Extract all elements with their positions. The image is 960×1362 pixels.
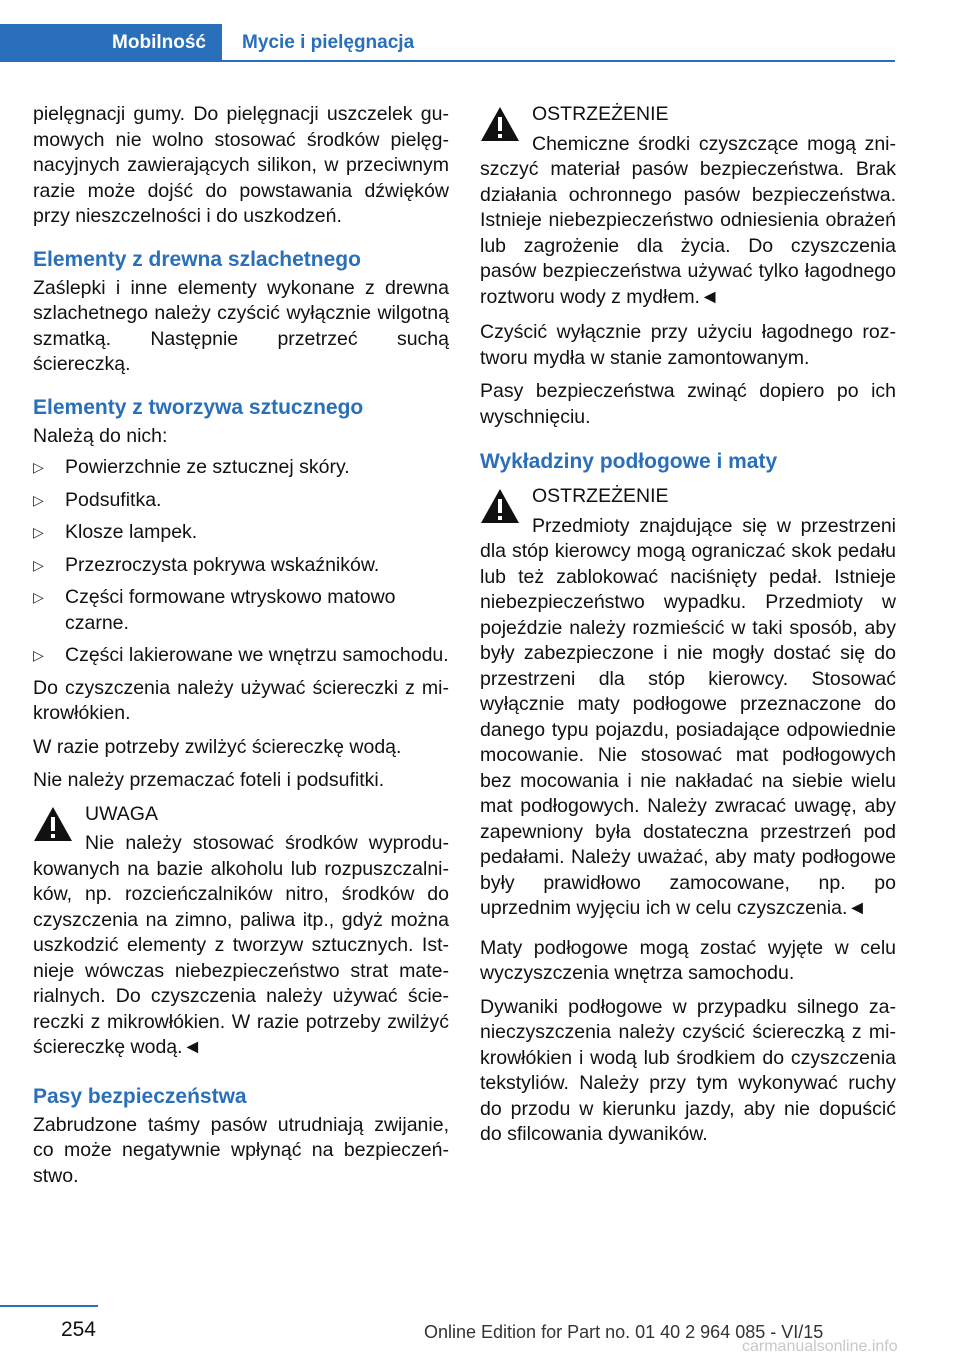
warning-title: OSTRZEŻENIE (532, 485, 669, 507)
right-column (480, 102, 896, 1156)
paragraph: Nie należy przemaczać foteli i podsufitki. (33, 769, 385, 791)
footer-divider (0, 1305, 98, 1307)
bullet-triangle-icon: ▷ (33, 647, 44, 663)
section-heading-pasy: Pasy bezpieczeństwa (33, 1084, 247, 1108)
list-item-text: Powierzchnie ze sztucznej skóry. (65, 456, 350, 478)
list-item-text: Części formowane wtryskowo matowo czarne. (65, 586, 396, 634)
warning-title: OSTRZEŻENIE (532, 103, 669, 125)
paragraph: W razie potrzeby zwilżyć ściereczkę wodą. (33, 735, 402, 758)
section-heading-tworzywo: Elementy z tworzywa sztucznego (33, 395, 364, 419)
list-item-text: Przezroczysta pokrywa wskaźników. (65, 553, 380, 576)
warning-text: Przedmioty znajdujące się w przestrzeni dla stóp kierowcy mogą ograniczać skok pedału lub też zablokować naciśnięty pedał. Istnieje niebezpieczeństwo wypadku. Przedmioty w pojeździe należy rozmieścić w taki sposób, aby były zabezpieczone i nie mogły dostać się do przestrzeni dla stóp kierowcy. Stosować wyłącznie maty podłogowe przeznaczone do danego typu pojazdu, posiadające odpowiednie mocowanie. Nie stosować mat podłogowych bez mocowania i nie nakładać na siebie wielu mat podłogowych. Należy zwracać uwagę, aby zapewniony była dostateczna przestrzeń pod pedałami. Należy uważać, aby maty podłogowe były prawidłowo zamocowane, np. po uprzednim wyjęciu ich w celu czyszczenia.◄ (480, 514, 896, 919)
warning-triangle-icon (33, 806, 73, 842)
list-item (33, 520, 449, 546)
list-item (33, 553, 449, 579)
paragraph: Zaślepki i inne elementy wykonane z drewna szlachetnego należy czyścić wyłącznie wilgotną szmatką. Następnie przetrzeć suchą ściereczką. (33, 276, 449, 375)
paragraph: Zabrudzone taśmy pasów utrudniają zwijanie, co może negatywnie wpłynąć na bezpieczeństwo. (33, 1113, 449, 1187)
watermark: carmanualsonline.info (742, 1338, 898, 1355)
paragraph: Czyścić wyłącznie przy użyciu łagodnego roztworu mydła w stanie zamontowanym. (480, 321, 896, 369)
warning-box (33, 802, 449, 1061)
tab-mobilnosc[interactable]: Mobilność (0, 24, 222, 62)
bullet-triangle-icon: ▷ (33, 459, 44, 475)
header-divider (222, 60, 895, 62)
bullet-triangle-icon: ▷ (33, 589, 44, 605)
bullet-triangle-icon: ▷ (33, 524, 44, 540)
warning-triangle-icon (480, 106, 520, 142)
left-column (33, 102, 449, 1197)
tab-mycie-i-pielegnacja[interactable]: Mycie i pielęgnacja (242, 32, 415, 53)
warning-box (480, 102, 896, 310)
page-number: 254 (60, 1318, 96, 1341)
warning-box (480, 484, 896, 922)
paragraph: Do czyszczenia należy używać ściereczki z mikrowłókien. (33, 676, 449, 724)
section-heading-drewno: Elementy z drewna szlachetnego (33, 247, 361, 271)
paragraph: Należą do nich: (33, 424, 168, 447)
warning-triangle-icon (480, 488, 520, 524)
list-item-text: Części lakierowane we wnętrzu samochodu. (65, 644, 449, 666)
warning-text: Nie należy stosować środków wyprodukowanych na bazie alkoholu lub rozpuszczalników, np. rozcieńczalników nitro, środków do czyszczenia na zimno, paliwa itp., gdyż można uszkodzić elementy z tworzyw sztucznych. Istnieje wówczas niebezpieczeństwo strat materialnych. Do czyszczenia należy używać ściereczki z mikrowłókien. W razie potrzeby zwilżyć ściereczkę wodą.◄ (33, 832, 449, 1058)
list-item (33, 585, 449, 636)
paragraph: Pasy bezpieczeństwa zwinąć dopiero po ich wyschnięciu. (480, 380, 896, 428)
page-header (0, 24, 895, 62)
list-item (33, 455, 449, 481)
warning-text: Chemiczne środki czyszczące mogą zniszczyć materiał pasów bezpieczeństwa. Brak działania ochronnego pasów bezpieczeństwa. Istnieje niebezpieczeństwo odniesienia obrażeń lub zagrożenie dla życia. Do czyszczenia pasów bezpieczeństwa używać tylko łagodnego roztworu wody z mydłem.◄ (480, 132, 896, 308)
list-item (33, 488, 449, 514)
paragraph: Maty podłogowe mogą zostać wyjęte w celu wyczyszczenia wnętrza samochodu. (480, 936, 896, 984)
list-item-text: Klosze lampek. (65, 521, 198, 543)
list-item (33, 643, 449, 669)
edition-info: Online Edition for Part no. 01 40 2 964 085 - VI/15 (424, 1322, 824, 1342)
section-heading-wykladziny: Wykładziny podłogowe i maty (480, 450, 778, 473)
paragraph: pielęgnacji gumy. Do pielęgnacji uszczelek gumowych nie wolno stosować środków pielęgnacyjnych zawierających silikon, w przeciwnym razie może dojść do powstawania dźwięków przy nieszczelności i do uszkodzeń. (33, 103, 449, 227)
plastic-elements-list (33, 455, 449, 669)
list-item-text: Podsufitka. (65, 488, 162, 511)
warning-title: UWAGA (85, 802, 158, 825)
bullet-triangle-icon: ▷ (33, 491, 44, 508)
paragraph: Dywaniki podłogowe w przypadku silnego zanieczyszczenia należy czyścić ściereczką z mikrowłókien i wodą lub środkiem do czyszczenia tekstyliów. Należy przy tym wykonywać ruchy do przodu w kierunku jazdy, aby nie dopuścić do sfilcowania dywaników. (480, 995, 896, 1145)
bullet-triangle-icon: ▷ (33, 556, 44, 573)
